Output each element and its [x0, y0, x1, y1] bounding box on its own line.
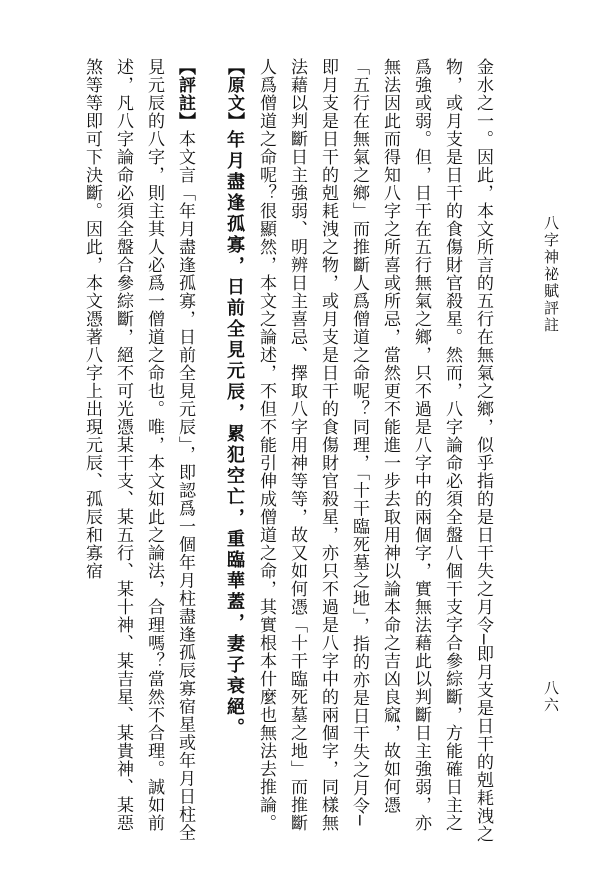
commentary-text: 本文言「年月盡逢孤寡，日前全見元辰」，即認爲一個年月柱盡逢孤辰寡宿星或年月日柱全見元辰的八字，則主其人必爲一僧道之命也。唯，本文如此之論法，合理嗎？當然不合理。誠如前述，凡八字論命必須全盤合參綜斷，絕不可光憑某干支、某五行、某十神、某吉星、某貴神、某惡煞等等即可下決斷。因此，本文憑著八字上出現元辰、孤辰和寡宿	[82, 58, 195, 842]
commentary-paragraph	[76, 58, 200, 844]
main-text-block	[52, 58, 498, 844]
original-text-verse: 年月盡逢孤寡，日前全見元辰，累犯空亡，重臨華蓋，妻子衰絕。	[224, 130, 245, 739]
continuation-paragraph: 金水之一。因此，本文所言的五行在無氣之鄉，似乎指的是日干失之月令─即月支是日干的剋耗洩之物，或月支是日干的食傷財官殺星。然而，八字論命必須全盤八個干支字合參綜斷，方能確日主之爲強或弱。但，日干在五行無氣之鄉，只不過是八字中的兩個字，實無法藉此以判斷日主強弱，亦無法因此而得知八字之所喜或所忌，當然更不能進一步去取用神以論本命之吉凶良窳，故如何憑「五行在無氣之鄉」而推斷人爲僧道之命呢？同理，「十干臨死墓之地」，指的亦是日干失之月令─即月支是日干的剋耗洩之物，或月支是日干的食傷財官殺星，亦只不過是八字中的兩個字，同樣無法藉以判斷日主強弱、明辨日主喜忌、擇取八字用神等等，故又如何憑「十干臨死墓之地」而推斷人爲僧道之命呢？很顯然，本文之論述，不但不能引伸成僧道之命，其實根本什麼也無法去推論。	[256, 58, 493, 844]
running-header-title: 八字神祕賦評註	[542, 215, 560, 334]
original-text-label: 【原文】	[224, 58, 244, 130]
commentary-label: 【評註】	[175, 58, 195, 130]
original-text-paragraph	[218, 58, 250, 844]
page-number: 八六	[542, 680, 560, 714]
